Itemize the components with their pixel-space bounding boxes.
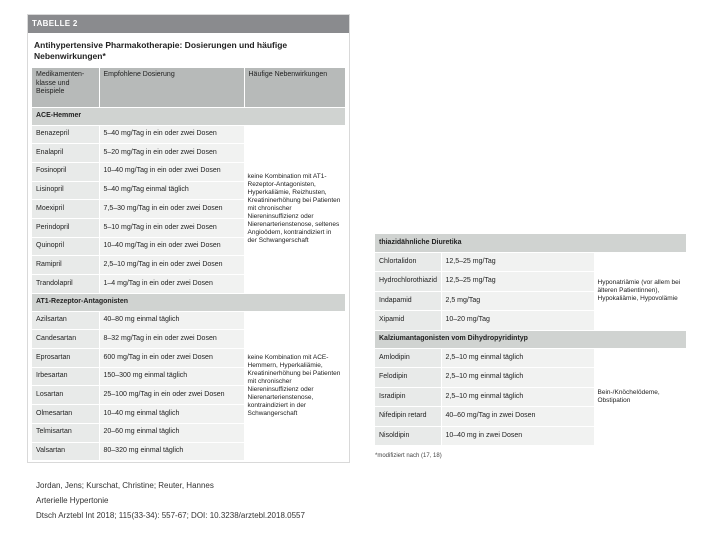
table-title: Antihypertensive Pharmakotherapie: Dosierungen und häufige Nebenwirkungen* — [34, 40, 288, 61]
table-footnote: *modifiziert nach (17, 18) — [375, 453, 442, 459]
drug-dosage: 2,5–10 mg/Tag in ein oder zwei Dosen — [99, 256, 244, 275]
drug-dosage: 5–10 mg/Tag in ein oder zwei Dosen — [99, 218, 244, 237]
drug-dosage: 10–40 mg/Tag in ein oder zwei Dosen — [99, 162, 244, 181]
drug-dosage: 2,5–10 mg einmal täglich — [441, 387, 594, 407]
drug-name: Felodipin — [375, 368, 441, 388]
drug-name: Nifedipin retard — [375, 407, 441, 427]
drug-dosage: 150–300 mg einmal täglich — [99, 367, 244, 386]
section-title: Kalziumantagonisten vom Dihydropyridintyp — [375, 330, 686, 348]
drug-dosage: 5–40 mg/Tag einmal täglich — [99, 181, 244, 200]
header-side-effects: Häufige Nebenwirkungen — [244, 68, 345, 107]
drug-dosage: 12,5–25 mg/Tag — [441, 272, 594, 292]
header-dosage: Empfohlene Dosierung — [99, 68, 244, 107]
drug-dosage: 2,5–10 mg einmal täglich — [441, 368, 594, 388]
drug-name: Eprosartan — [32, 349, 99, 368]
drug-dosage: 5–40 mg/Tag in ein oder zwei Dosen — [99, 125, 244, 144]
drug-name: Fosinopril — [32, 162, 99, 181]
section-header — [375, 234, 686, 252]
drug-name: Azilsartan — [32, 311, 99, 330]
citation-title: Arterielle Hypertonie — [36, 496, 109, 505]
side-effects-cell: keine Kombination mit AT1-Rezeptor-Antagonisten, Hyperkaliämie, Reizhusten, Kreatininerhöhung bei Patienten mit chronischer Niereninsuffizienz oder Nierenarterienstenose, seltenes Angioödem, kontraindiziert in der Schwangerschaft — [244, 125, 345, 293]
table-2-left-panel — [27, 14, 350, 463]
drug-name: Candesartan — [32, 330, 99, 349]
section-header — [32, 107, 345, 125]
citation-reference: Dtsch Arztebl Int 2018; 115(33-34): 557-67; DOI: 10.3238/arztebl.2018.0557 — [36, 511, 305, 520]
drug-dosage: 10–40 mg einmal täglich — [99, 405, 244, 424]
drug-name: Quinopril — [32, 237, 99, 256]
drug-name: Perindopril — [32, 218, 99, 237]
drug-dosage: 25–100 mg/Tag in ein oder zwei Dosen — [99, 386, 244, 405]
drug-name: Chlortalidon — [375, 252, 441, 272]
section-title: ACE-Hemmer — [32, 107, 345, 125]
table-header-row — [32, 68, 345, 107]
dosing-table-right — [375, 234, 687, 446]
side-effects-cell: keine Kombination mit ACE-Hemmern, Hyperkaliämie, Kreatininerhöhung bei Patienten mit chronischer Niereninsuffizienz oder Nierenarterienstenose, kontraindiziert in der Schwangerschaft — [244, 311, 345, 461]
table-row — [32, 125, 345, 144]
drug-dosage: 10–40 mg in zwei Dosen — [441, 426, 594, 446]
drug-dosage: 12,5–25 mg/Tag — [441, 252, 594, 272]
section-header — [32, 293, 345, 311]
drug-name: Indapamid — [375, 291, 441, 311]
side-effects-cell: Hyponatriämie (vor allem bei älteren Patientinnen), Hypokaliämie, Hypovolämie — [594, 252, 686, 330]
drug-dosage: 10–20 mg/Tag — [441, 311, 594, 331]
table-row — [375, 348, 686, 368]
drug-dosage: 5–20 mg/Tag in ein oder zwei Dosen — [99, 144, 244, 163]
drug-dosage: 600 mg/Tag in ein oder zwei Dosen — [99, 349, 244, 368]
drug-name: Valsartan — [32, 442, 99, 461]
drug-dosage: 7,5–30 mg/Tag in ein oder zwei Dosen — [99, 200, 244, 219]
drug-dosage: 20–60 mg einmal täglich — [99, 423, 244, 442]
drug-name: Irbesartan — [32, 367, 99, 386]
drug-name: Benazepril — [32, 125, 99, 144]
table-label: TABELLE 2 — [28, 15, 349, 33]
drug-dosage: 2,5 mg/Tag — [441, 291, 594, 311]
drug-name: Isradipin — [375, 387, 441, 407]
section-title: AT1-Rezeptor-Antagonisten — [32, 293, 345, 311]
citation-block — [36, 478, 305, 523]
drug-name: Amlodipin — [375, 348, 441, 368]
drug-name: Olmesartan — [32, 405, 99, 424]
drug-name: Telmisartan — [32, 423, 99, 442]
drug-name: Enalapril — [32, 144, 99, 163]
table-row — [375, 252, 686, 272]
drug-name: Ramipril — [32, 256, 99, 275]
drug-dosage: 2,5–10 mg einmal täglich — [441, 348, 594, 368]
drug-name: Lisinopril — [32, 181, 99, 200]
drug-name: Hydrochlorothiazid — [375, 272, 441, 292]
section-header — [375, 330, 686, 348]
drug-dosage: 40–60 mg/Tag in zwei Dosen — [441, 407, 594, 427]
drug-dosage: 80–320 mg einmal täglich — [99, 442, 244, 461]
section-title: thiazidähnliche Diuretika — [375, 234, 686, 252]
header-drug-class: Medikamenten-klasse und Beispiele — [32, 68, 99, 107]
drug-dosage: 8–32 mg/Tag in ein oder zwei Dosen — [99, 330, 244, 349]
table-row — [32, 311, 345, 330]
drug-dosage: 40–80 mg einmal täglich — [99, 311, 244, 330]
drug-name: Xipamid — [375, 311, 441, 331]
citation-authors: Jordan, Jens; Kurschat, Christine; Reuter, Hannes — [36, 481, 214, 490]
drug-name: Moexipril — [32, 200, 99, 219]
drug-name: Trandolapril — [32, 275, 99, 294]
dosing-table-left — [32, 68, 346, 461]
drug-dosage: 1–4 mg/Tag in ein oder zwei Dosen — [99, 275, 244, 294]
drug-dosage: 10–40 mg/Tag in ein oder zwei Dosen — [99, 237, 244, 256]
drug-name: Nisoldipin — [375, 426, 441, 446]
drug-name: Losartan — [32, 386, 99, 405]
side-effects-cell: Bein-/Knöchelödeme, Obstipation — [594, 348, 686, 446]
table-2-right-panel — [362, 226, 686, 464]
